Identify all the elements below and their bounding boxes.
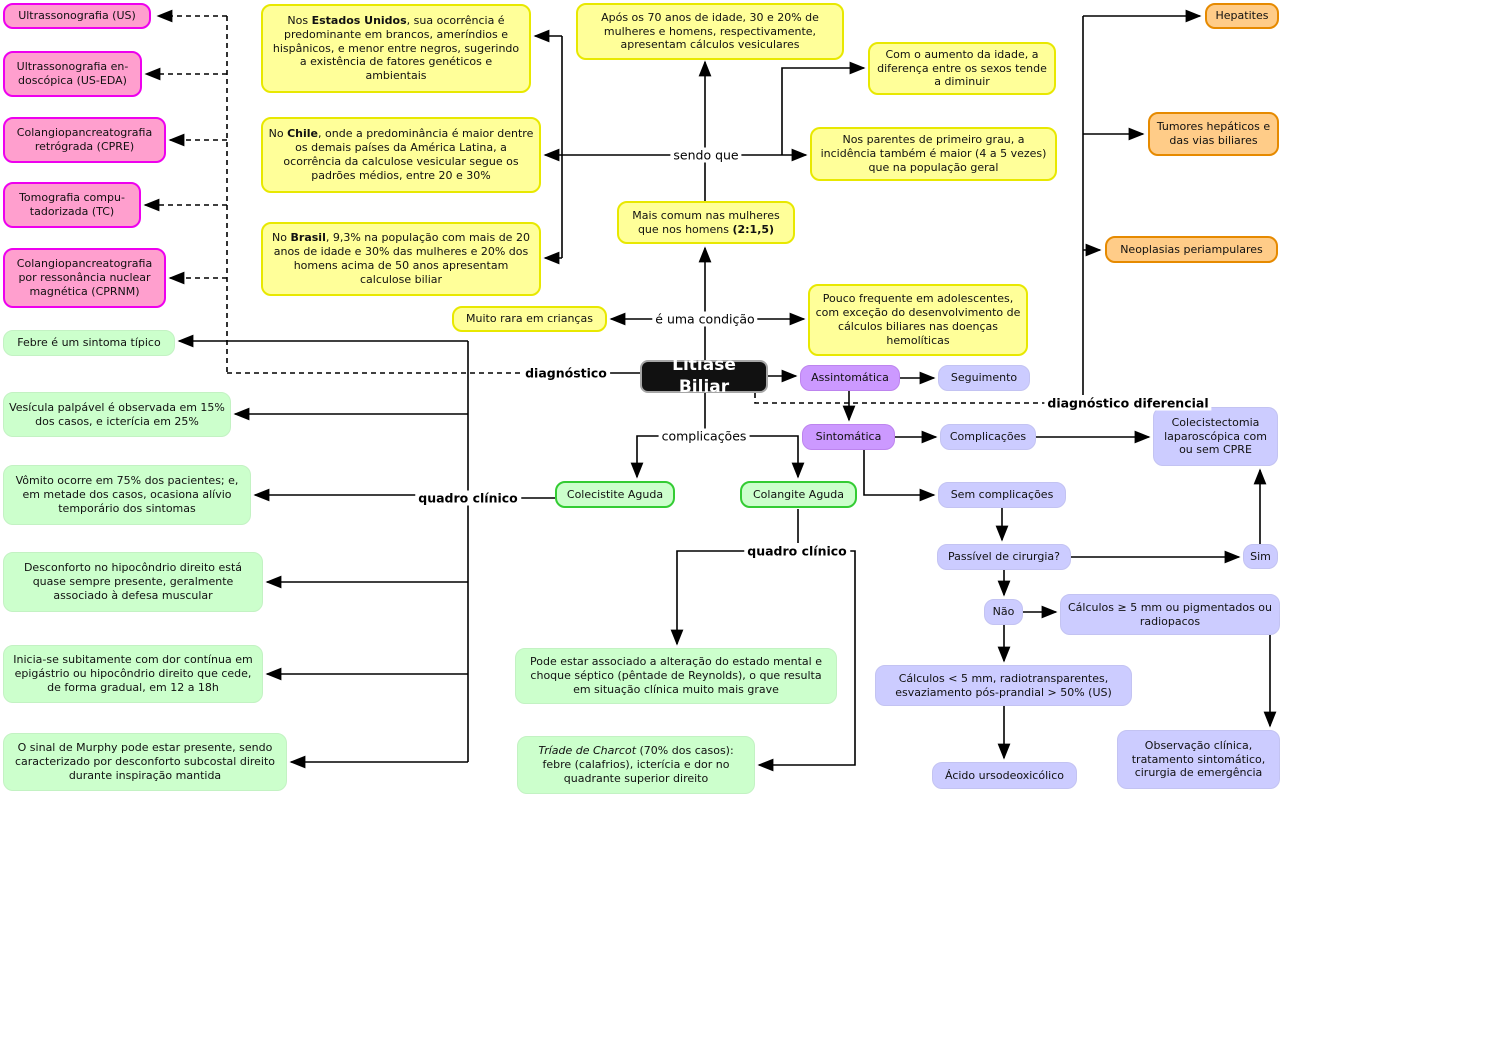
node-vomito: Vômito ocorre em 75% dos pacientes; e, em metade dos casos, ocasiona alívio temporário dos sintomas bbox=[3, 465, 251, 525]
node-assintomatica: Assintomática bbox=[800, 365, 900, 391]
label-quadro-clinico-esquerda: quadro clínico bbox=[415, 491, 521, 506]
node-hepatites: Hepatites bbox=[1205, 3, 1279, 29]
node-colecistite-aguda: Colecistite Aguda bbox=[555, 481, 675, 508]
node-nao: Não bbox=[984, 599, 1023, 625]
node-desconforto-hipocondrio: Desconforto no hipocôndrio direito está quase sempre presente, geralmente associado à defesa muscular bbox=[3, 552, 263, 612]
node-neoplasias-periampulares: Neoplasias periampulares bbox=[1105, 236, 1278, 263]
node-apos-70-anos: Após os 70 anos de idade, 30 e 20% de mulheres e homens, respectivamente, apresentam cálculos vesiculares bbox=[576, 3, 844, 60]
label-complicacoes: complicações bbox=[659, 429, 750, 444]
node-pouco-frequente-adolescentes: Pouco frequente em adolescentes, com exceção do desenvolvimento de cálculos biliares nas doenças hemolíticas bbox=[808, 284, 1028, 356]
node-ultrassonografia-endoscopica: Ultrassonografia en- doscópica (US-EDA) bbox=[3, 51, 142, 97]
node-triade-de-charcot: Tríade de Charcot (70% dos casos): febre (calafrios), icterícia e dor no quadrante superior direito bbox=[517, 736, 755, 794]
node-sim: Sim bbox=[1243, 544, 1278, 569]
node-colecistectomia: Colecistectomia laparoscópica com ou sem CPRE bbox=[1153, 407, 1278, 466]
node-febre: Febre é um sintoma típico bbox=[3, 330, 175, 356]
node-sintomatica: Sintomática bbox=[802, 424, 895, 450]
label-e-uma-condicao: é uma condição bbox=[652, 312, 757, 327]
node-tomografia-computadorizada: Tomografia compu- tadorizada (TC) bbox=[3, 182, 141, 228]
node-acido-ursodeoxicolico: Ácido ursodeoxicólico bbox=[932, 762, 1077, 789]
node-ultrassonografia-us: Ultrassonografia (US) bbox=[3, 3, 151, 29]
node-colangite-aguda: Colangite Aguda bbox=[740, 481, 857, 508]
node-litiase-biliar: Litíase Biliar bbox=[640, 360, 768, 393]
node-cpre: Colangiopancreatografia retrógrada (CPRE) bbox=[3, 117, 166, 163]
node-complicacoes: Complicações bbox=[940, 424, 1036, 450]
node-calculos-maiores-5mm: Cálculos ≥ 5 mm ou pigmentados ou radiopacos bbox=[1060, 594, 1280, 635]
node-estados-unidos: Nos Estados Unidos, sua ocorrência é predominante em brancos, ameríndios e hispânicos, e menor entre negros, sugerindo a existência de fatores genéticos e ambientais bbox=[261, 4, 531, 93]
label-diagnostico-diferencial: diagnóstico diferencial bbox=[1044, 396, 1211, 411]
node-muito-rara-criancas: Muito rara em crianças bbox=[452, 306, 607, 332]
node-aumento-idade: Com o aumento da idade, a diferença entre os sexos tende a diminuir bbox=[868, 42, 1056, 95]
node-passivel-cirurgia: Passível de cirurgia? bbox=[937, 544, 1071, 570]
node-mais-comum-mulheres: Mais comum nas mulheres que nos homens (2:1,5) bbox=[617, 201, 795, 244]
node-tumores-hepaticos: Tumores hepáticos e das vias biliares bbox=[1148, 112, 1279, 156]
node-cprnm: Colangiopancreatografia por ressonância nuclear magnética (CPRNM) bbox=[3, 248, 166, 308]
node-brasil: No Brasil, 9,3% na população com mais de 20 anos de idade e 30% das mulheres e 20% dos homens acima de 50 anos apresentam calculose biliar bbox=[261, 222, 541, 296]
node-parentes-primeiro-grau: Nos parentes de primeiro grau, a incidência também é maior (4 a 5 vezes) que na população geral bbox=[810, 127, 1057, 181]
node-calculos-menores-5mm: Cálculos < 5 mm, radiotransparentes, esvaziamento pós-prandial > 50% (US) bbox=[875, 665, 1132, 706]
node-sem-complicacoes: Sem complicações bbox=[938, 482, 1066, 508]
label-diagnostico: diagnóstico bbox=[522, 366, 610, 381]
label-quadro-clinico-centro: quadro clínico bbox=[744, 544, 850, 559]
node-sinal-de-murphy: O sinal de Murphy pode estar presente, sendo caracterizado por desconforto subcostal direito durante inspiração mantida bbox=[3, 733, 287, 791]
node-vesicula-palpavel: Vesícula palpável é observada em 15% dos casos, e icterícia em 25% bbox=[3, 392, 231, 437]
node-observacao-clinica: Observação clínica, tratamento sintomático, cirurgia de emergência bbox=[1117, 730, 1280, 789]
label-sendo-que: sendo que bbox=[670, 148, 741, 163]
node-chile: No Chile, onde a predominância é maior dentre os demais países da América Latina, a ocorrência da calculose vesicular segue os padrões médios, entre 20 e 30% bbox=[261, 117, 541, 193]
node-seguimento: Seguimento bbox=[938, 365, 1030, 391]
node-pode-estar-associado: Pode estar associado a alteração do estado mental e choque séptico (pêntade de Reynolds), o que resulta em situação clínica muito mais grave bbox=[515, 648, 837, 704]
node-inicia-se-subitamente: Inicia-se subitamente com dor contínua em epigástrio ou hipocôndrio direito que cede, de forma gradual, em 12 a 18h bbox=[3, 645, 263, 703]
